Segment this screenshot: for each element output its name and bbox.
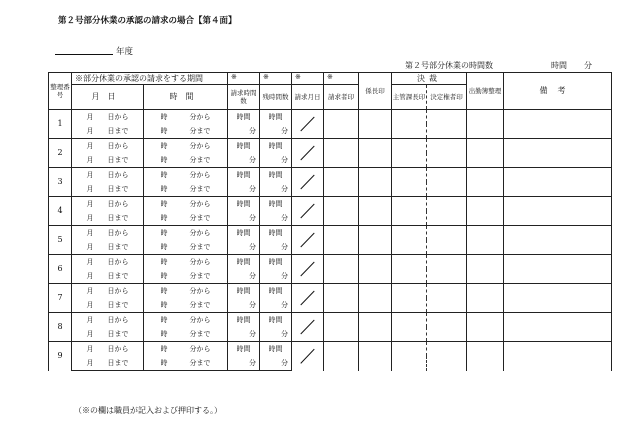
chief-seal-field[interactable] xyxy=(392,168,427,197)
hour-word: 時 xyxy=(160,113,168,121)
request-minutes-field[interactable]: 分 xyxy=(228,327,260,342)
month-word: 月 xyxy=(86,200,94,208)
header-remarks: 備考 xyxy=(504,73,612,110)
slash-mark xyxy=(292,255,323,283)
min-to-word: 分まで xyxy=(189,214,211,222)
day-from-word: 日から xyxy=(107,229,129,237)
hour-word: 時 xyxy=(160,156,168,164)
min-from-word: 分から xyxy=(189,287,211,295)
hour-word: 時 xyxy=(160,185,168,193)
end-date-field[interactable] xyxy=(72,356,144,371)
request-table xyxy=(48,72,612,371)
min-to-word: 分まで xyxy=(189,243,211,251)
attendance-field[interactable] xyxy=(467,342,504,371)
end-date-field[interactable] xyxy=(72,298,144,313)
hour-word: 時 xyxy=(160,127,168,135)
min-from-word: 分から xyxy=(189,316,211,324)
remaining-hours-field[interactable]: 時間 xyxy=(260,284,292,299)
day-from-word: 日から xyxy=(107,258,129,266)
header-request-month-day: 請求月日 xyxy=(292,85,324,110)
slash-mark xyxy=(292,197,323,225)
end-date-field[interactable] xyxy=(72,124,144,139)
attendance-field[interactable] xyxy=(467,226,504,255)
start-time-field[interactable] xyxy=(144,110,228,125)
requester-seal-field[interactable] xyxy=(324,255,359,284)
day-from-word: 日から xyxy=(107,171,129,179)
hour-word: 時 xyxy=(160,229,168,237)
end-date-field[interactable] xyxy=(72,182,144,197)
header-decider-seal: 決定権者印 xyxy=(427,85,467,110)
start-date-field[interactable] xyxy=(72,284,144,299)
remaining-hours-field[interactable]: 時間 xyxy=(260,110,292,125)
hour-word: 時 xyxy=(160,359,168,367)
start-date-field[interactable] xyxy=(72,313,144,328)
remaining-minutes-field[interactable]: 分 xyxy=(260,124,292,139)
start-date-field[interactable] xyxy=(72,255,144,270)
remarks-field[interactable] xyxy=(504,255,612,284)
month-word: 月 xyxy=(86,156,94,164)
month-word: 月 xyxy=(86,258,94,266)
request-hours-field[interactable]: 時間 xyxy=(228,342,260,357)
request-date-field[interactable] xyxy=(292,168,324,197)
month-word: 月 xyxy=(86,127,94,135)
row-number: 1 xyxy=(49,110,72,139)
attendance-field[interactable] xyxy=(467,255,504,284)
start-date-field[interactable] xyxy=(72,342,144,357)
section-chief-seal-field[interactable] xyxy=(359,342,392,371)
remaining-hours-field[interactable]: 時間 xyxy=(260,197,292,212)
remarks-field[interactable] xyxy=(504,284,612,313)
min-from-word: 分から xyxy=(189,258,211,266)
row-number: 8 xyxy=(49,313,72,342)
row-number: 4 xyxy=(49,197,72,226)
start-time-field[interactable] xyxy=(144,284,228,299)
requester-seal-field[interactable] xyxy=(324,226,359,255)
attendance-field[interactable] xyxy=(467,284,504,313)
remaining-hours-field[interactable]: 時間 xyxy=(260,168,292,183)
remarks-field[interactable] xyxy=(504,313,612,342)
request-date-field[interactable] xyxy=(292,226,324,255)
day-to-word: 日まで xyxy=(107,272,129,280)
day-to-word: 日まで xyxy=(107,214,129,222)
remaining-minutes-field[interactable]: 分 xyxy=(260,240,292,255)
day-to-word: 日まで xyxy=(107,301,129,309)
chief-seal-field[interactable] xyxy=(392,226,427,255)
min-to-word: 分まで xyxy=(189,185,211,193)
slash-mark xyxy=(292,168,323,196)
day-to-word: 日まで xyxy=(107,185,129,193)
month-word: 月 xyxy=(86,301,94,309)
hour-word: 時 xyxy=(160,330,168,338)
section-chief-seal-field[interactable] xyxy=(359,226,392,255)
header-seiri-bango: 整理番号 xyxy=(49,73,72,110)
start-time-field[interactable] xyxy=(144,342,228,357)
request-date-field[interactable] xyxy=(292,255,324,284)
header-kessai: 決裁 xyxy=(392,73,467,85)
requester-seal-field[interactable] xyxy=(324,197,359,226)
chief-seal-field[interactable] xyxy=(392,284,427,313)
request-hours-field[interactable]: 時間 xyxy=(228,197,260,212)
min-from-word: 分から xyxy=(189,171,211,179)
start-time-field[interactable] xyxy=(144,226,228,241)
request-date-field[interactable] xyxy=(292,313,324,342)
hour-word: 時 xyxy=(160,142,168,150)
request-date-field[interactable] xyxy=(292,284,324,313)
month-word: 月 xyxy=(86,229,94,237)
section-chief-seal-field[interactable] xyxy=(359,139,392,168)
slash-mark xyxy=(292,342,323,371)
table-row xyxy=(49,342,612,357)
month-word: 月 xyxy=(86,359,94,367)
request-hours-field[interactable]: 時間 xyxy=(228,139,260,154)
hour-word: 時 xyxy=(160,301,168,309)
remaining-minutes-field[interactable]: 分 xyxy=(260,327,292,342)
min-to-word: 分まで xyxy=(189,301,211,309)
table-row xyxy=(49,139,612,154)
remarks-field[interactable] xyxy=(504,197,612,226)
request-date-field[interactable] xyxy=(292,342,324,371)
month-word: 月 xyxy=(86,243,94,251)
hours-label: 第２号部分休業の時間数 xyxy=(405,61,493,70)
section-chief-seal-field[interactable] xyxy=(359,313,392,342)
min-to-word: 分まで xyxy=(189,272,211,280)
end-time-field[interactable] xyxy=(144,240,228,255)
remaining-hours-field[interactable]: 時間 xyxy=(260,342,292,357)
month-word: 月 xyxy=(86,171,94,179)
slash-mark xyxy=(292,139,323,167)
header-chief-seal: 主管課長印 xyxy=(392,85,427,110)
table-row xyxy=(49,313,612,328)
header-mark-request-hours: ※ xyxy=(228,73,260,85)
year-label: 年度 xyxy=(116,47,134,57)
header-period-mark: ※ xyxy=(75,73,83,83)
table-row xyxy=(49,110,612,125)
start-date-field[interactable] xyxy=(72,226,144,241)
chief-seal-field[interactable] xyxy=(392,313,427,342)
month-word: 月 xyxy=(86,214,94,222)
table-row xyxy=(49,168,612,183)
remaining-minutes-field[interactable]: 分 xyxy=(260,211,292,226)
min-to-word: 分まで xyxy=(189,156,211,164)
min-from-word: 分から xyxy=(189,142,211,150)
start-date-field[interactable] xyxy=(72,168,144,183)
chief-seal-field[interactable] xyxy=(392,197,427,226)
header-mark-requester-seal: ※ xyxy=(324,73,359,85)
remaining-minutes-field[interactable]: 分 xyxy=(260,298,292,313)
section-chief-seal-field[interactable] xyxy=(359,168,392,197)
day-to-word: 日まで xyxy=(107,359,129,367)
remaining-hours-field[interactable]: 時間 xyxy=(260,139,292,154)
table-row xyxy=(49,226,612,241)
hour-word: 時 xyxy=(160,316,168,324)
decider-seal-field[interactable] xyxy=(427,342,467,371)
month-word: 月 xyxy=(86,142,94,150)
decider-seal-field[interactable] xyxy=(427,313,467,342)
hour-word: 時 xyxy=(160,243,168,251)
row-number: 2 xyxy=(49,139,72,168)
day-from-word: 日から xyxy=(107,287,129,295)
attendance-field[interactable] xyxy=(467,139,504,168)
hour-word: 時 xyxy=(160,214,168,222)
table-row xyxy=(49,255,612,270)
requester-seal-field[interactable] xyxy=(324,313,359,342)
remaining-minutes-field[interactable]: 分 xyxy=(260,182,292,197)
remaining-hours-field[interactable]: 時間 xyxy=(260,255,292,270)
day-from-word: 日から xyxy=(107,142,129,150)
month-word: 月 xyxy=(86,113,94,121)
decider-seal-field[interactable] xyxy=(427,168,467,197)
month-word: 月 xyxy=(86,345,94,353)
header-mark-request-date: ※ xyxy=(292,73,324,85)
year-input-line[interactable] xyxy=(55,54,113,55)
end-date-field[interactable] xyxy=(72,153,144,168)
request-minutes-field[interactable]: 分 xyxy=(228,356,260,371)
section-chief-seal-field[interactable] xyxy=(359,110,392,139)
month-word: 月 xyxy=(86,185,94,193)
day-to-word: 日まで xyxy=(107,127,129,135)
start-time-field[interactable] xyxy=(144,168,228,183)
hours-unit-hours: 時間 xyxy=(551,61,567,70)
remaining-minutes-field[interactable]: 分 xyxy=(260,356,292,371)
hour-word: 時 xyxy=(160,272,168,280)
remaining-hours-field[interactable]: 時間 xyxy=(260,226,292,241)
end-time-field[interactable] xyxy=(144,269,228,284)
requester-seal-field[interactable] xyxy=(324,284,359,313)
chief-seal-field[interactable] xyxy=(392,139,427,168)
request-hours-field[interactable]: 時間 xyxy=(228,284,260,299)
end-time-field[interactable] xyxy=(144,211,228,226)
hours-unit-minutes: 分 xyxy=(584,61,592,70)
min-to-word: 分まで xyxy=(189,330,211,338)
header-time: 時間 xyxy=(144,85,228,110)
header-period xyxy=(72,73,228,85)
end-time-field[interactable] xyxy=(144,327,228,342)
form-title: 第２号部分休業の承認の請求の場合【第４面】 xyxy=(58,16,237,26)
request-minutes-field[interactable]: 分 xyxy=(228,153,260,168)
hour-word: 時 xyxy=(160,287,168,295)
end-date-field[interactable] xyxy=(72,240,144,255)
requester-seal-field[interactable] xyxy=(324,110,359,139)
table-row xyxy=(49,284,612,299)
request-date-field[interactable] xyxy=(292,110,324,139)
end-time-field[interactable] xyxy=(144,124,228,139)
decider-seal-field[interactable] xyxy=(427,255,467,284)
request-minutes-field[interactable]: 分 xyxy=(228,240,260,255)
request-hours-field[interactable]: 時間 xyxy=(228,110,260,125)
day-to-word: 日まで xyxy=(107,330,129,338)
min-to-word: 分まで xyxy=(189,359,211,367)
day-to-word: 日まで xyxy=(107,243,129,251)
attendance-field[interactable] xyxy=(467,197,504,226)
footnote: （※の欄は職員が記入および押印する。） xyxy=(74,406,222,415)
attendance-field[interactable] xyxy=(467,313,504,342)
slash-mark xyxy=(292,226,323,254)
min-from-word: 分から xyxy=(189,229,211,237)
row-number: 3 xyxy=(49,168,72,197)
end-date-field[interactable] xyxy=(72,211,144,226)
slash-mark xyxy=(292,110,323,138)
min-from-word: 分から xyxy=(189,345,211,353)
hour-word: 時 xyxy=(160,171,168,179)
remarks-field[interactable] xyxy=(504,342,612,371)
slash-mark xyxy=(292,313,323,341)
header-attendance: 出勤簿整理 xyxy=(467,73,504,110)
min-from-word: 分から xyxy=(189,200,211,208)
remaining-minutes-field[interactable]: 分 xyxy=(260,269,292,284)
header-section-chief-seal: 係長印 xyxy=(359,73,392,110)
remarks-field[interactable] xyxy=(504,168,612,197)
start-date-field[interactable] xyxy=(72,197,144,212)
chief-seal-field[interactable] xyxy=(392,255,427,284)
header-month-day: 月日 xyxy=(72,85,144,110)
row-number: 7 xyxy=(49,284,72,313)
request-date-field[interactable] xyxy=(292,197,324,226)
row-number: 5 xyxy=(49,226,72,255)
min-from-word: 分から xyxy=(189,113,211,121)
day-to-word: 日まで xyxy=(107,156,129,164)
request-minutes-field[interactable]: 分 xyxy=(228,124,260,139)
month-word: 月 xyxy=(86,287,94,295)
request-date-field[interactable] xyxy=(292,139,324,168)
remarks-field[interactable] xyxy=(504,139,612,168)
min-to-word: 分まで xyxy=(189,127,211,135)
month-word: 月 xyxy=(86,272,94,280)
header-requester-seal: 請求者印 xyxy=(324,85,359,110)
end-time-field[interactable] xyxy=(144,153,228,168)
request-minutes-field[interactable]: 分 xyxy=(228,182,260,197)
requester-seal-field[interactable] xyxy=(324,139,359,168)
decider-seal-field[interactable] xyxy=(427,197,467,226)
hour-word: 時 xyxy=(160,345,168,353)
request-hours-field[interactable]: 時間 xyxy=(228,226,260,241)
section-chief-seal-field[interactable] xyxy=(359,255,392,284)
day-from-word: 日から xyxy=(107,200,129,208)
day-from-word: 日から xyxy=(107,345,129,353)
request-minutes-field[interactable]: 分 xyxy=(228,269,260,284)
start-time-field[interactable] xyxy=(144,139,228,154)
remaining-hours-field[interactable]: 時間 xyxy=(260,313,292,328)
start-time-field[interactable] xyxy=(144,313,228,328)
month-word: 月 xyxy=(86,330,94,338)
header-period-label: 部分休業の承認の請求をする期間 xyxy=(83,73,203,83)
decider-seal-field[interactable] xyxy=(427,139,467,168)
remaining-minutes-field[interactable]: 分 xyxy=(260,153,292,168)
request-hours-field[interactable]: 時間 xyxy=(228,255,260,270)
header-mark-remaining-hours: ※ xyxy=(260,73,292,85)
end-time-field[interactable] xyxy=(144,298,228,313)
start-time-field[interactable] xyxy=(144,255,228,270)
remarks-field[interactable] xyxy=(504,110,612,139)
end-time-field[interactable] xyxy=(144,356,228,371)
hour-word: 時 xyxy=(160,200,168,208)
header-request-hours: 請求時間数 xyxy=(228,85,260,110)
decider-seal-field[interactable] xyxy=(427,226,467,255)
day-from-word: 日から xyxy=(107,113,129,121)
day-from-word: 日から xyxy=(107,316,129,324)
row-number: 9 xyxy=(49,342,72,371)
remarks-field[interactable] xyxy=(504,226,612,255)
decider-seal-field[interactable] xyxy=(427,284,467,313)
decider-seal-field[interactable] xyxy=(427,110,467,139)
slash-mark xyxy=(292,284,323,312)
attendance-field[interactable] xyxy=(467,168,504,197)
chief-seal-field[interactable] xyxy=(392,110,427,139)
request-hours-field[interactable]: 時間 xyxy=(228,168,260,183)
start-date-field[interactable] xyxy=(72,139,144,154)
requester-seal-field[interactable] xyxy=(324,342,359,371)
section-chief-seal-field[interactable] xyxy=(359,197,392,226)
requester-seal-field[interactable] xyxy=(324,168,359,197)
table-row xyxy=(49,197,612,212)
row-number: 6 xyxy=(49,255,72,284)
chief-seal-field[interactable] xyxy=(392,342,427,371)
hour-word: 時 xyxy=(160,258,168,266)
request-minutes-field[interactable]: 分 xyxy=(228,298,260,313)
section-chief-seal-field[interactable] xyxy=(359,284,392,313)
start-time-field[interactable] xyxy=(144,197,228,212)
month-word: 月 xyxy=(86,316,94,324)
header-remaining-hours: 残時間数 xyxy=(260,85,292,110)
request-minutes-field[interactable]: 分 xyxy=(228,211,260,226)
start-date-field[interactable] xyxy=(72,110,144,125)
request-hours-field[interactable]: 時間 xyxy=(228,313,260,328)
attendance-field[interactable] xyxy=(467,110,504,139)
end-date-field[interactable] xyxy=(72,327,144,342)
end-date-field[interactable] xyxy=(72,269,144,284)
end-time-field[interactable] xyxy=(144,182,228,197)
